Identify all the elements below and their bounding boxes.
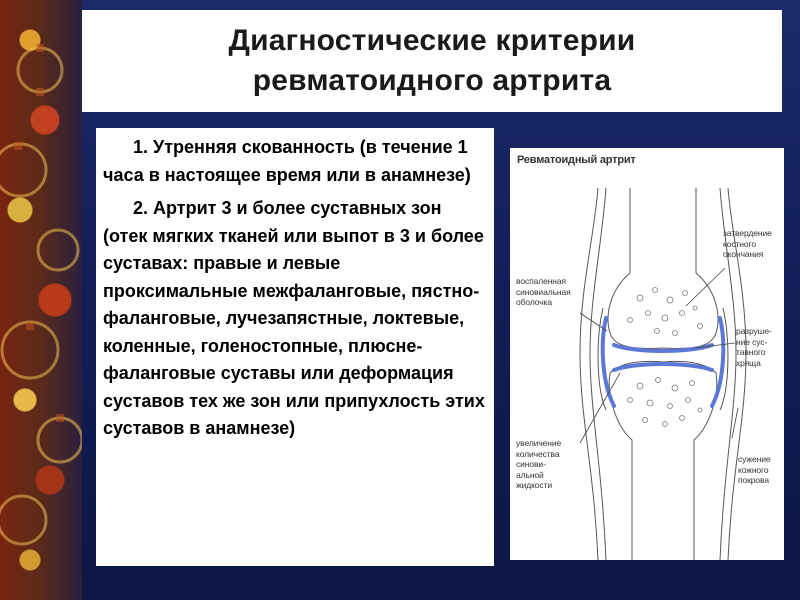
decorative-gear-strip — [0, 0, 82, 600]
label-skin-narrowing: сужение кожного покрова — [738, 454, 771, 485]
label-inflamed-synovium: воспаленная синовиальная оболочка — [516, 276, 571, 307]
page-title-line-1: Диагностические критерии — [228, 24, 636, 57]
criterion-2 — [96, 195, 494, 443]
label-cartilage-destruction: разруше- ние сус- тавного хряща — [736, 326, 772, 368]
title-panel — [82, 10, 782, 112]
criterion-1-text: 1. Утренняя скованность (в течение 1 часа в настоящее время или в анамнезе) — [103, 137, 471, 185]
page-title-line-2: ревматоидного артрита — [252, 64, 612, 97]
criterion-1 — [96, 134, 494, 189]
label-synovial-fluid-increase: увеличение количества синови- альной жидкости — [516, 438, 562, 490]
criteria-panel — [96, 128, 494, 566]
label-bone-hardening: затвердение костного окончания — [723, 228, 772, 259]
criterion-2-text: 2. Артрит 3 и более суставных зон (отек мягких тканей или выпот в 3 и более суставах: правые и левые проксимальные межфаланговые, пястно-фаланговые, лучезапястные, локтевые, коленные, голеностопные, плюсне-фаланговые суставы или деформация суставов тех же зон или припухлость этих суставов в анамнезе) — [103, 198, 485, 438]
gear-pattern-icon — [0, 0, 82, 600]
joint-diagram — [510, 148, 784, 560]
figure-title: Ревматоидный артрит — [517, 154, 636, 166]
